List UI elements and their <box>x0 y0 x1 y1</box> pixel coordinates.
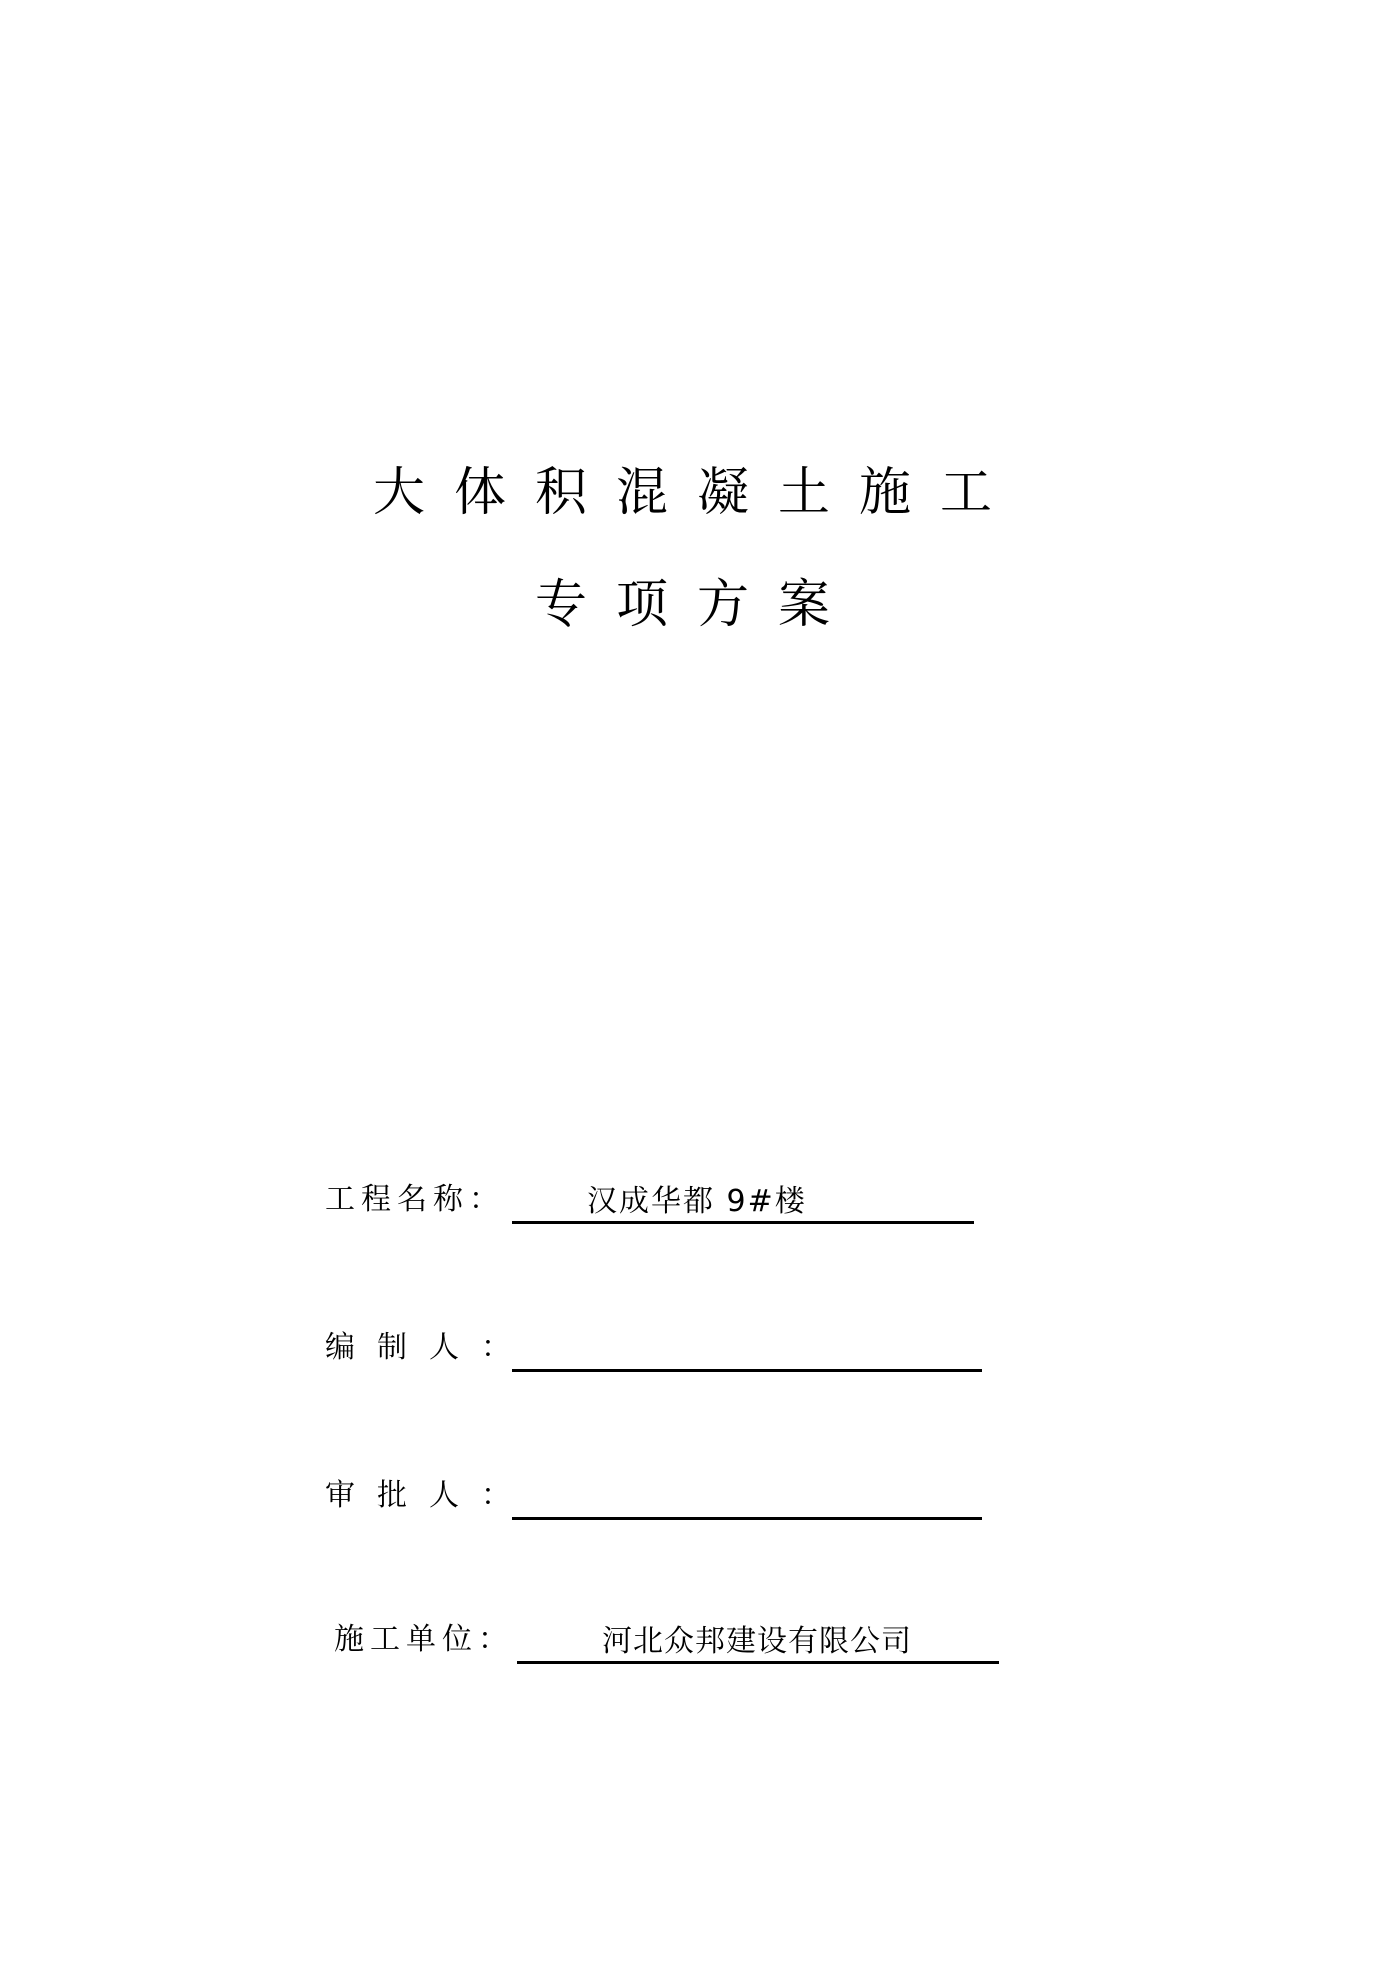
project-name-underline <box>512 1221 974 1224</box>
author-underline <box>512 1369 982 1372</box>
project-name-value: 汉成华都 9#楼 <box>587 1184 807 1219</box>
project-name-label: 工程名称： <box>325 1182 505 1217</box>
author-label: 编制人： <box>325 1330 533 1365</box>
document-title-line-1: 大体积混凝土施工 <box>372 463 1021 523</box>
construction-unit-underline <box>517 1661 999 1664</box>
construction-unit-field <box>334 1612 1034 1672</box>
approver-field <box>325 1468 1025 1528</box>
construction-unit-value: 河北众邦建设有限公司 <box>602 1624 912 1659</box>
approver-underline <box>512 1517 982 1520</box>
document-title-line-2: 专项方案 <box>534 575 859 635</box>
construction-unit-label: 施工单位： <box>334 1622 514 1657</box>
author-field <box>325 1320 1025 1380</box>
project-name-field <box>325 1172 1025 1232</box>
approver-label: 审批人： <box>325 1478 533 1513</box>
